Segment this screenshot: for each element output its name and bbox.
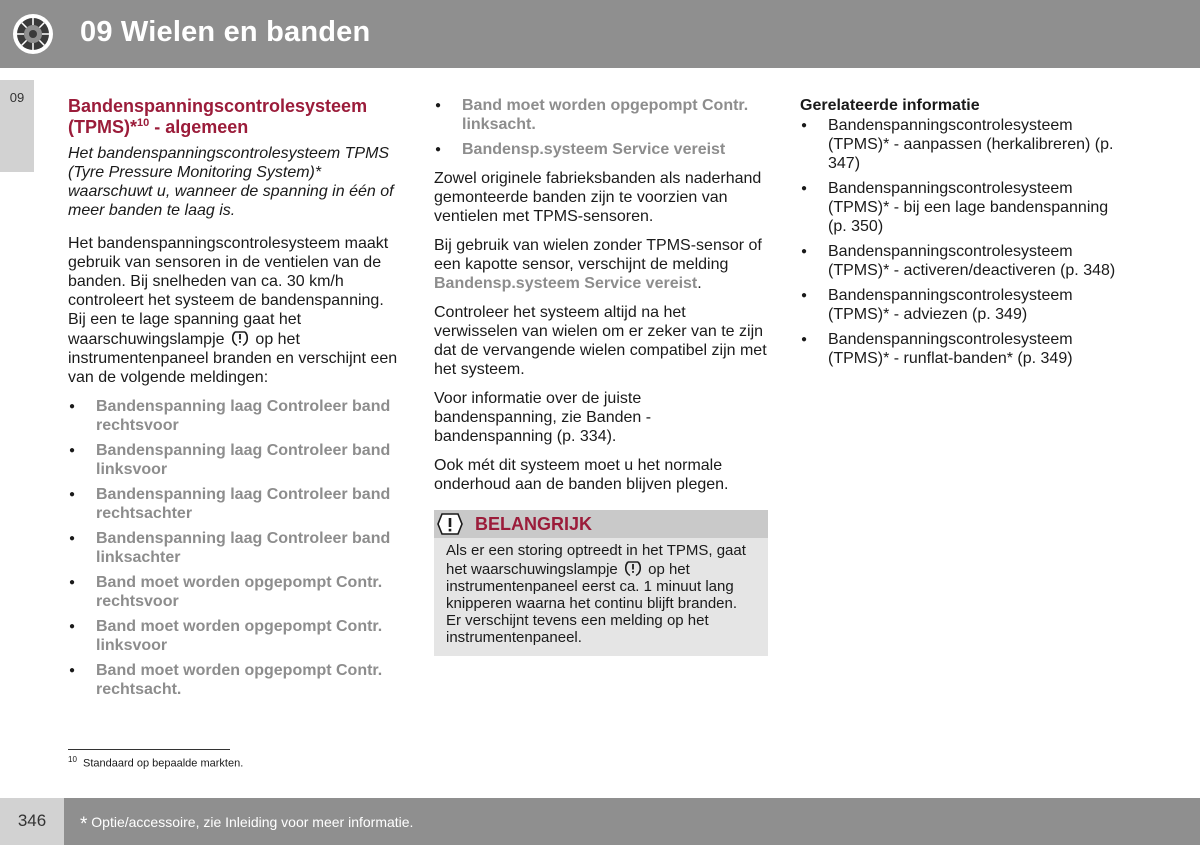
important-text-b: op het instrumentenpaneel eerst ca. 1 minuut lang knipperen waarna het continu blijft branden. Er verschijnt tevens een melding op het instrumentenpaneel.: [446, 561, 738, 646]
chapter-tab: [0, 80, 34, 172]
related-link[interactable]: ● Bandenspanningscontrolesysteem (TPMS)* - adviezen (p. 349): [800, 286, 1130, 324]
message-item: ● Bandensp.systeem Service vereist: [434, 140, 768, 159]
important-text-a: Als er een storing optreedt in het TPMS, gaat het waarschuwingslampje: [446, 542, 746, 578]
paragraph: Zowel originele fabrieksbanden als naderhand gemonteerde banden zijn te voorzien van ventielen met TPMS-sensoren.: [434, 170, 762, 225]
paragraph: [434, 236, 768, 293]
related-title: Gerelateerde informatie: [800, 97, 980, 114]
message-item: ● Band moet worden opgepompt Contr. rechtsvoor: [68, 573, 400, 611]
footnote-number: 10: [68, 755, 77, 764]
related-link[interactable]: ● Bandenspanningscontrolesysteem (TPMS)* - runflat-banden* (p. 349): [800, 330, 1130, 368]
footnote-divider: [68, 749, 230, 750]
footnote: [68, 755, 243, 770]
section-title-end: - algemeen: [149, 117, 249, 137]
section-body-b: op het instrumentenpaneel branden en verschijnt een van de volgende meldingen:: [68, 331, 398, 386]
message-inline: Bandensp.systeem Service vereist: [434, 275, 698, 292]
important-box: [434, 510, 768, 656]
paragraph-end: .: [697, 275, 702, 292]
page-number: 346: [17, 811, 47, 830]
page-header: [0, 0, 1200, 68]
footer-note: [80, 814, 413, 836]
column-3: [800, 96, 1130, 374]
column-1: [68, 96, 400, 709]
message-item: ● Bandenspanning laag Controleer band rechtsachter: [68, 485, 400, 523]
important-header: [434, 510, 768, 538]
page-number-box: [0, 798, 64, 845]
message-list: [68, 397, 400, 699]
column-2: [434, 96, 768, 656]
message-item: ● Bandenspanning laag Controleer band linksvoor: [68, 441, 400, 479]
related-link[interactable]: ● Bandenspanningscontrolesysteem (TPMS)* - bij een lage bandenspanning (p. 350): [800, 179, 1130, 236]
message-item: ● Bandenspanning laag Controleer band rechtsvoor: [68, 397, 400, 435]
footer-note-text: Optie/accessoire, zie Inleiding voor meer informatie.: [91, 814, 414, 830]
message-item: ● Band moet worden opgepompt Contr. linksvoor: [68, 617, 400, 655]
related-link[interactable]: ● Bandenspanningscontrolesysteem (TPMS)* - activeren/deactiveren (p. 348): [800, 242, 1130, 280]
section-title: [68, 96, 400, 138]
page-footer: [0, 798, 1200, 845]
paragraph-text: Bij gebruik van wielen zonder TPMS-sensor of een kapotte sensor, verschijnt de melding: [434, 237, 762, 273]
paragraph: Voor informatie over de juiste bandenspanning, zie Banden - bandenspanning (p. 334).: [434, 390, 652, 445]
tire-icon: [12, 13, 54, 55]
exclamation-icon: [437, 512, 463, 536]
footnote-ref: 10: [137, 117, 150, 129]
footer-star: *: [80, 814, 88, 835]
section-intro: Het bandenspanningscontrolesysteem TPMS (Tyre Pressure Monitoring System)* waarschuwt u, wanneer de spanning in één of meer banden te laag is.: [68, 145, 394, 219]
tpms-warning-icon: [231, 329, 249, 347]
important-text: [434, 538, 768, 646]
section-title-main: Bandenspanningscontrolesysteem (TPMS)*: [68, 96, 368, 137]
section-body-a: Het bandenspanningscontrolesysteem maakt gebruik van sensoren in de ventielen van de banden. Bij snelheden van ca. 30 km/h controleert het systeem de bandenspanning. Bij een te lage spanning gaat het waarschuwingslampje: [68, 235, 389, 348]
related-link[interactable]: ● Bandenspanningscontrolesysteem (TPMS)* - aanpassen (herkalibreren) (p. 347): [800, 116, 1130, 173]
message-item: ● Bandenspanning laag Controleer band linksachter: [68, 529, 400, 567]
important-title: BELANGRIJK: [475, 514, 593, 534]
paragraph: Controleer het systeem altijd na het verwisselen van wielen om er zeker van te zijn dat de vervangende wielen compatibel zijn met het systeem.: [434, 304, 767, 378]
chapter-tab-label: 09: [9, 90, 25, 105]
message-item: ● Band moet worden opgepompt Contr. rechtsacht.: [68, 661, 400, 699]
paragraph: Ook mét dit systeem moet u het normale onderhoud aan de banden blijven plegen.: [434, 457, 729, 493]
footnote-text: Standaard op bepaalde markten.: [83, 757, 244, 770]
message-item: ● Band moet worden opgepompt Contr. linksacht.: [434, 96, 768, 134]
section-body: [68, 234, 400, 387]
message-list-continued: [434, 96, 768, 159]
tpms-warning-icon: [624, 559, 642, 577]
related-list: [800, 116, 1130, 368]
chapter-title: 09 Wielen en banden: [80, 16, 371, 48]
